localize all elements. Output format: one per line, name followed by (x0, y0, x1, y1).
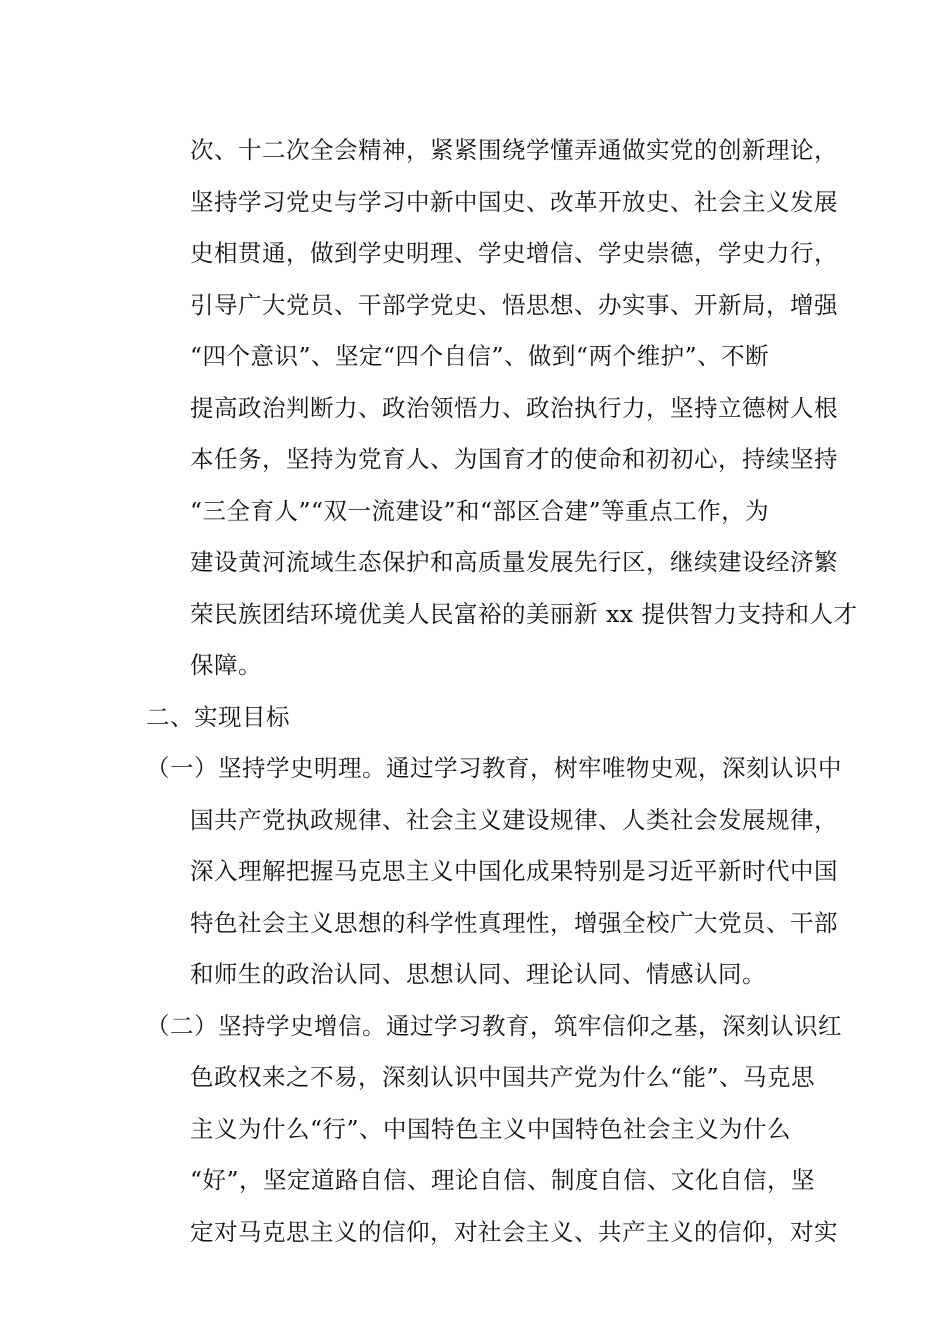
intro-line: 保障。 (190, 651, 262, 679)
item-1-line: 深入理解把握马克思主义中国化成果特别是习近平新时代中国 (190, 857, 838, 885)
item-2-line: 定对马克思主义的信仰，对社会主义、共产主义的信仰，对实 (190, 1218, 838, 1246)
item-2-line: 色政权来之不易，深刻认识中国共产党为什么“能”、马克思 (190, 1063, 816, 1091)
intro-line: “四个意识”、坚定“四个自信”、做到“两个维护”、不断 (190, 342, 770, 370)
intro-line: 建设黄河流域生态保护和高质量发展先行区，继续建设经济繁 (190, 548, 838, 576)
intro-line: 次、十二次全会精神，紧紧围绕学懂弄通做实党的创新理论， (190, 136, 838, 164)
intro-line: “三全育人”“双一流建设”和“部区合建”等重点工作，为 (190, 497, 770, 525)
intro-line: 荣民族团结环境优美人民富裕的美丽新 xx 提供智力支持和人才 (190, 600, 858, 628)
intro-line: 史相贯通，做到学史明理、学史增信、学史崇德，学史力行， (190, 239, 838, 267)
intro-line: 提高政治判断力、政治领悟力、政治执行力，坚持立德树人根 (190, 394, 838, 422)
item-1-line: 和师生的政治认同、思想认同、理论认同、情感认同。 (190, 960, 766, 988)
intro-line: 引导广大党员、干部学党史、悟思想、办实事、开新局，增强 (190, 291, 838, 319)
item-1-line: 国共产党执政规律、社会主义建设规律、人类社会发展规律， (190, 806, 838, 834)
intro-line: 本任务，坚持为党育人、为国育才的使命和初初心，持续坚持 (190, 445, 838, 473)
item-1-line: 特色社会主义思想的科学性真理性，增强全校广大党员、干部 (190, 909, 838, 937)
item-2-line: “好”，坚定道路自信、理论自信、制度自信、文化自信，坚 (190, 1166, 816, 1194)
section-heading: 二、实现目标 (146, 703, 290, 731)
item-1-line: （一）坚持学史明理。通过学习教育，树牢唯物史观，深刻认识中 (146, 754, 842, 782)
item-2-line: （二）坚持学史增信。通过学习教育，筑牢信仰之基，深刻认识红 (146, 1012, 842, 1040)
intro-line: 坚持学习党史与学习中新中国史、改革开放史、社会主义发展 (190, 188, 838, 216)
item-2-line: 主义为什么“行”、中国特色主义中国特色社会主义为什么 (190, 1115, 792, 1143)
